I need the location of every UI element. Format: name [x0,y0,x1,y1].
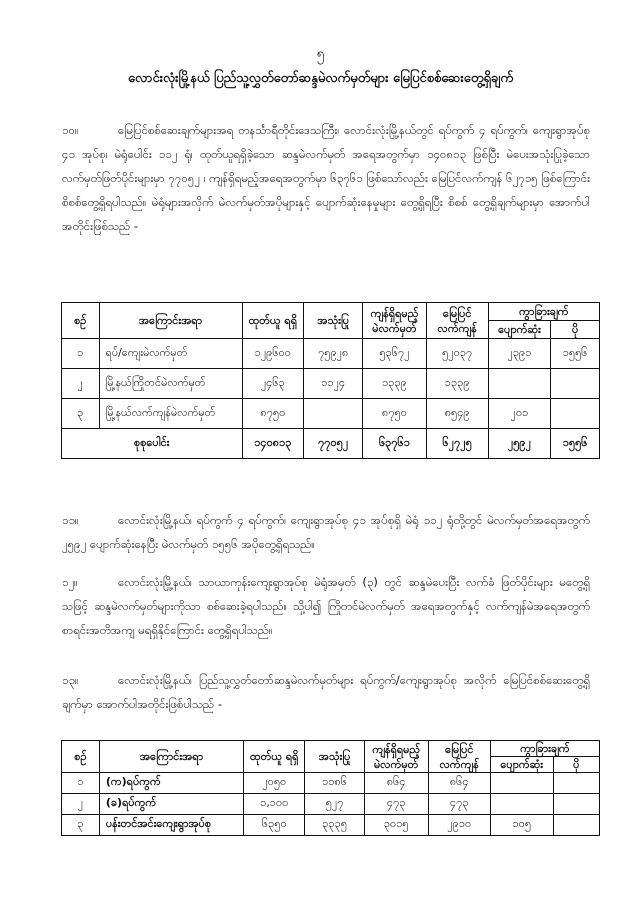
cell-missing: ၂၀၁ [488,399,551,429]
cell-missing [488,369,551,399]
cell-no: ၃ [62,399,100,429]
cell-used: ၁၁၂၄ [304,369,363,399]
header-no: စဉ် [62,741,100,773]
total-ground-remain: ၆၂၇၂၅ [426,429,488,459]
ballot-summary-table [61,302,600,459]
table-row [62,815,600,836]
table-row [62,399,600,429]
header-used: အသုံးပြု [305,741,364,773]
paragraph-text: မြေပြင်စစ်ဆေးချက်များအရ တနင်္သာရီတိုင်းဒေသကြီး၊ လောင်းလုံးမြို့နယ်တွင် ရပ်ကွက် ၄ ရပ်ကွက်၊ ကျေးရွာအုပ်စု ၄၁ အုပ်စု၊ မဲရုံပေါင်း ၁၁၂ ရုံ၊ ထုတ်ယူရရှိခဲ့သော ဆန္ဒမဲလက်မှတ် အရေအတွက်မှာ ၁၄၀၈၁၃ ဖြစ်ပြီး မဲပေးအသုံးပြုခဲ့သော လက်မှတ်ဖြတ်ပိုင်းများမှာ ၇၇၀၅၂ ၊ ကျန်ရှိရမည့်အရေအတွက်မှာ ၆၃၇၆၁ ဖြစ်သော်လည်း မြေပြင်လက်ကျန် ၆၂၇၁၅ ဖြစ်ကြောင်း စိစစ်တွေ့ရှိရပါသည်။ မဲရုံများအလိုက် မဲလက်မှတ်အပိုများနှင့် ပျောက်ဆုံးနေမှုများ တွေ့ရှိရပြီး စိစစ် တွေ့ရှိချက်များမှာ အောက်ပါအတိုင်းဖြစ်သည် - [62,123,590,233]
total-issued: ၁၄၀၈၁၃ [242,429,304,459]
header-ground-remain: မြေပြင် လက်ကျန် [426,303,488,339]
cell-used: ၃၃၃၅ [305,815,364,836]
header-issued: ထုတ်ယူ ရရှိ [242,303,304,339]
cell-description: ပန်းတင်အင်းကျေးရွာအုပ်စု [99,815,243,836]
table-row [62,339,600,369]
ward-village-table [61,740,600,836]
cell-should-remain: ၅၃၆၇၂ [363,339,426,369]
header-issued: ထုတ်ယူ ရရှိ [244,741,305,773]
cell-used: ၁၁၈၆ [305,773,364,794]
cell-used: ၇၅၉၂၈ [304,339,363,369]
cell-missing [490,773,553,794]
cell-should-remain: ၈၇၅၀ [363,399,426,429]
paragraph-10 [62,118,590,238]
cell-ground-remain: ၈၅၄၉ [426,399,488,429]
total-missing: ၂၅၉၂ [488,429,551,459]
cell-issued: ၁,၁၀၀ [244,794,305,815]
cell-description: ရပ်/ကျေးမဲလက်မှတ် [99,339,242,369]
paragraph-number: ၁၀။ [62,123,79,137]
cell-ground-remain: ၁၃၃၉ [426,369,488,399]
cell-description: (က)ရပ်ကွက် [99,773,243,794]
total-row [62,429,600,459]
cell-no: ၂ [62,369,100,399]
total-used: ၇၇၀၅၂ [304,429,363,459]
cell-issued: ၁၂၉၆၀၀ [242,339,304,369]
cell-should-remain: ၁၃၃၉ [363,369,426,399]
total-label: စုစုပေါင်း [62,429,243,459]
cell-excess [551,369,600,399]
paragraph-12 [62,570,590,642]
header-should-remain: ကျန်ရှိရမည့် မဲလက်မှတ် [363,303,426,339]
cell-missing: ၁၀၅ [490,815,553,836]
header-difference: ကွာခြားချက် [488,303,599,321]
cell-ground-remain: ၂၉၁၀ [428,815,490,836]
header-missing: ပျောက်ဆုံး [490,757,553,773]
cell-ground-remain: ၈၆၄ [428,773,490,794]
cell-description: မြို့နယ်ကြိုတင်မဲလက်မှတ် [99,369,242,399]
paragraph-11 [62,508,590,556]
document-title: လောင်းလုံးမြို့နယ် ပြည်သူ့လွှတ်တော်ဆန္ဒမဲလက်မှတ်များ မြေပြင်စစ်ဆေးတွေ့ရှိချက် [127,71,514,86]
cell-no: ၂ [62,794,100,815]
cell-description: မြို့နယ်လက်ကျန်မဲလက်မှတ် [99,399,242,429]
header-missing: ပျောက်ဆုံး [488,321,551,339]
cell-should-remain: ၈၆၄ [364,773,428,794]
cell-excess [553,794,599,815]
cell-missing: ၂၃၉၁ [488,339,551,369]
table-row [62,794,600,815]
cell-ground-remain: ၅၂၀၃၇ [426,339,488,369]
cell-ground-remain: ၄၇၃ [428,794,490,815]
cell-description: (ခ)ရပ်ကွက် [99,794,243,815]
cell-excess: ၁၅၅၆ [551,339,600,369]
header-should-remain: ကျန်ရှိရမည့် မဲလက်မှတ် [364,741,428,773]
cell-no: ၁ [62,773,100,794]
cell-excess [551,399,600,429]
cell-issued: ၈၇၅၀ [242,399,304,429]
cell-used: ၅၂၇ [305,794,364,815]
cell-issued: ၂၄၆၃ [242,369,304,399]
paragraph-number: ၁၂။ [62,575,78,589]
cell-no: ၃ [62,815,100,836]
paragraph-13 [62,668,590,716]
header-excess: ပို [551,321,600,339]
paragraph-number: ၁၃။ [62,673,79,687]
cell-should-remain: ၃၀၁၅ [364,815,428,836]
header-difference: ကွာခြားချက် [490,741,599,757]
cell-missing [490,794,553,815]
table-row [62,773,600,794]
total-excess: ၁၅၅၆ [551,429,600,459]
cell-should-remain: ၄၇၃ [364,794,428,815]
paragraph-number: ၁၁။ [62,513,79,527]
cell-excess [553,815,599,836]
header-no: စဉ် [62,303,100,339]
paragraph-text: လောင်းလုံးမြို့နယ်၊ ပြည်သူ့လွှတ်တော်ဆန္ဒမဲလက်မှတ်များ ရပ်ကွက်/ကျေးရွာအုပ်စု အလိုက် မြေပြင်စစ်ဆေးတွေ့ရှိချက်မှာ အောက်ပါအတိုင်းဖြစ်ပါသည် - [62,673,590,711]
paragraph-text: လောင်းလုံးမြို့နယ်၊ သာယာကုန်းကျေးရွာအုပ်စု မဲရုံအမှတ် (၃) တွင် ဆန္ဒမဲပေးပြီး လက်ခံ ဖြတ်ပိုင်းများ မတွေ့ရှိသဖြင့် ဆန္ဒမဲလက်မှတ်များကိုသာ စစ်ဆေးခဲ့ရပါသည်။ သို့ပါ၍ ကြိုတင်မဲလက်မှတ် အရေအတွက်နှင့် လက်ကျန်မဲအရေအတွက် စာရင်းအတိအကျ မရရှိနိုင်ကြောင်း တွေ့ရှိရပါသည်။ [62,575,590,637]
cell-issued: ၆၃၅၀ [244,815,305,836]
header-description: အကြောင်းအရာ [99,741,243,773]
total-should-remain: ၆၃၇၆၁ [363,429,426,459]
cell-no: ၁ [62,339,100,369]
paragraph-text: လောင်းလုံးမြို့နယ်၊ ရပ်ကွက် ၄ ရပ်ကွက်၊ ကျေးရွာအုပ်စု ၄၁ အုပ်စုရှိ မဲရုံ ၁၁၂ ရုံတို့တွင် မဲလက်မှတ်အရေအတွက် ၂၅၉၂ ပျောက်ဆုံးနေပြီး မဲလက်မှတ် ၁၅၅၆ အပိုတွေ့ရှိရသည်။ [62,513,590,551]
page-number: ၅ [316,46,325,62]
header-description: အကြောင်းအရာ [99,303,242,339]
table-row [62,369,600,399]
header-ground-remain: မြေပြင် လက်ကျန် [428,741,490,773]
cell-used [304,399,363,429]
cell-issued: ၂၀၅၀ [244,773,305,794]
cell-excess [553,773,599,794]
header-excess: ပို [553,757,599,773]
header-used: အသုံးပြု [304,303,363,339]
